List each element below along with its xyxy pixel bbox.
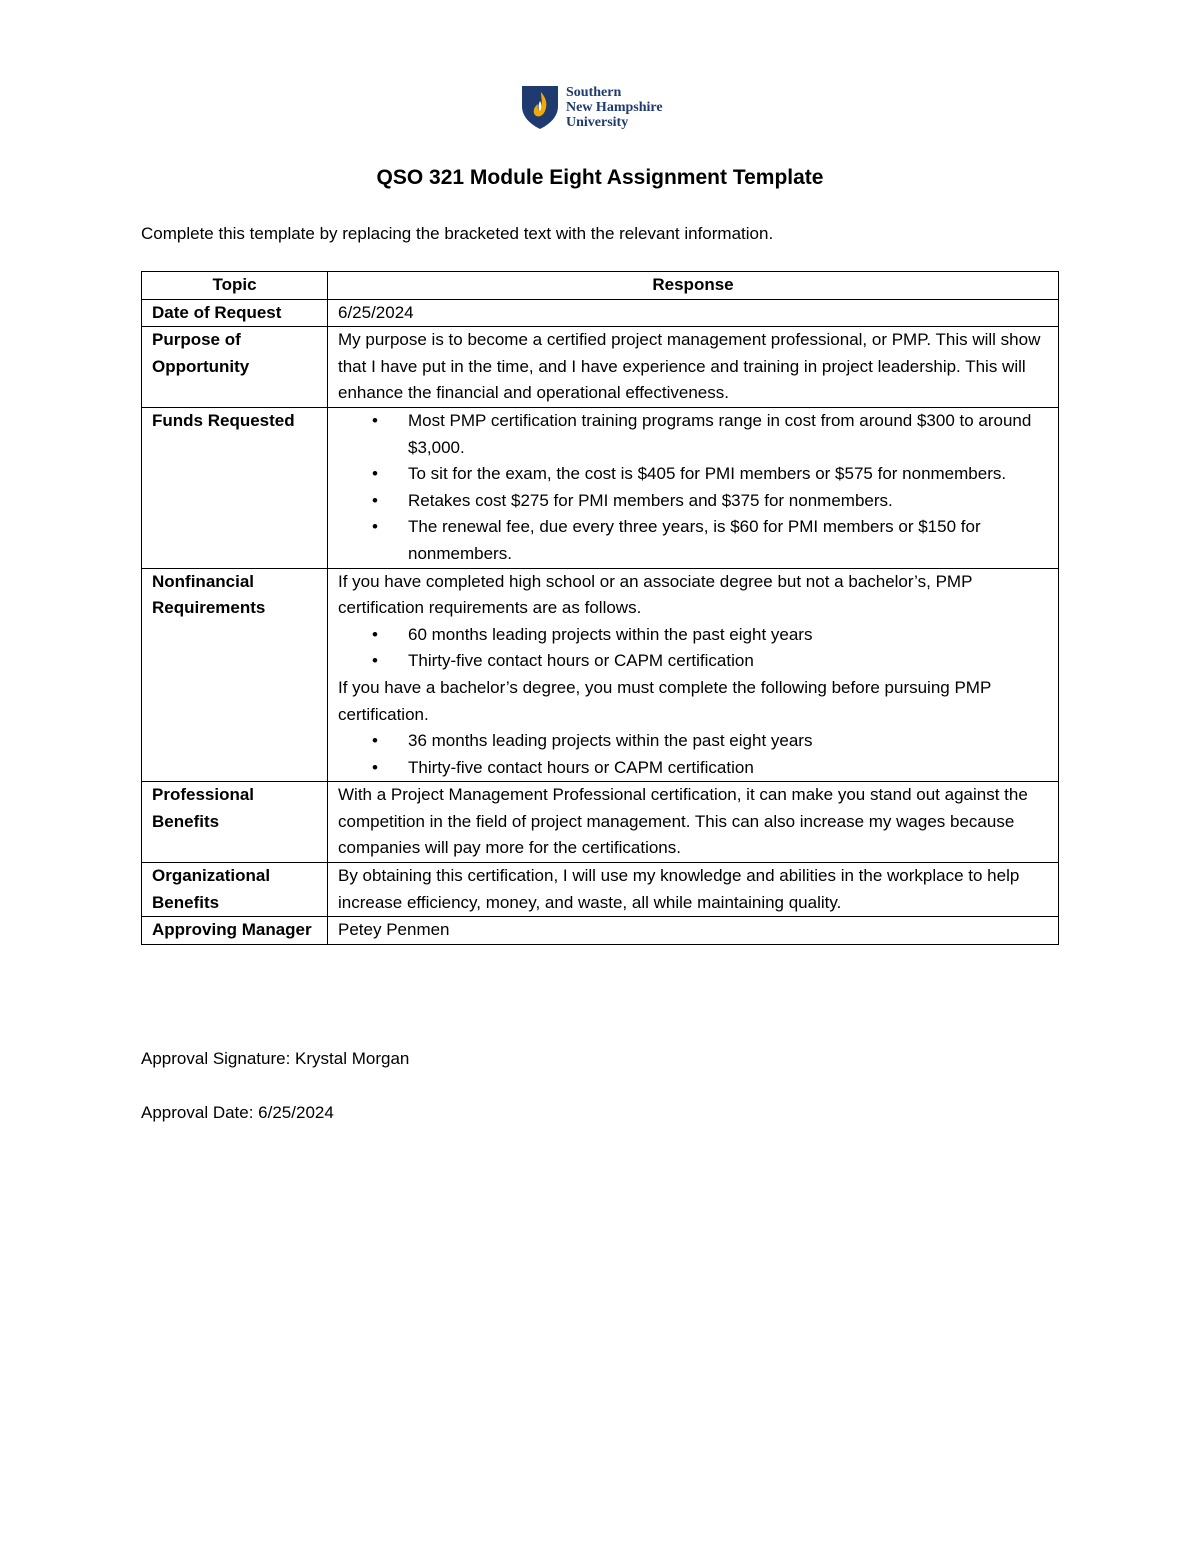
instructions-text: Complete this template by replacing the bracketed text with the relevant information. xyxy=(141,224,774,243)
topic-professional: Professional Benefits xyxy=(142,782,328,863)
topic-nonfinancial: Nonfinancial Requirements xyxy=(142,568,328,782)
table-row xyxy=(142,407,1059,568)
university-logo xyxy=(520,84,663,130)
logo-line: New Hampshire xyxy=(566,99,663,115)
table-row xyxy=(142,863,1059,917)
topic-organizational: Organizational Benefits xyxy=(142,863,328,917)
bullet-icon: • xyxy=(372,517,378,537)
nonfinancial-intro-2: If you have a bachelor’s degree, you must complete the following before pursuing PMP certification. xyxy=(338,677,991,724)
table-header-row xyxy=(142,272,1059,300)
response-funds xyxy=(328,407,1059,568)
table-row xyxy=(142,917,1059,945)
nonfinancial-intro-1: If you have completed high school or an associate degree but not a bachelor’s, PMP certification requirements are as follows. xyxy=(338,571,973,618)
response-date: 6/25/2024 xyxy=(328,299,1059,327)
bullet-icon: • xyxy=(372,757,378,777)
funds-list xyxy=(338,408,1048,568)
approval-signature: Approval Signature: Krystal Morgan xyxy=(141,1049,410,1068)
table-row xyxy=(142,568,1059,782)
list-item: • 60 months leading projects within the past eight years xyxy=(338,622,1048,649)
bullet-icon: • xyxy=(372,464,378,484)
bullet-icon: • xyxy=(372,490,378,510)
response-manager: Petey Penmen xyxy=(328,917,1059,945)
header-topic: Topic xyxy=(142,272,328,300)
list-item: • 36 months leading projects within the past eight years xyxy=(338,728,1048,755)
logo-line: Southern xyxy=(566,84,622,100)
bullet-icon: • xyxy=(372,410,378,430)
topic-funds: Funds Requested xyxy=(142,407,328,568)
list-item: • Retakes cost $275 for PMI members and $375 for nonmembers. xyxy=(338,488,1048,515)
list-item: • Thirty-five contact hours or CAPM certification xyxy=(338,755,1048,782)
approval-date: Approval Date: 6/25/2024 xyxy=(141,1103,334,1122)
nonfinancial-list-1 xyxy=(338,622,1048,675)
shield-flame-icon xyxy=(520,84,560,130)
topic-date: Date of Request xyxy=(142,299,328,327)
table-row xyxy=(142,299,1059,327)
list-item: • Most PMP certification training programs range in cost from around $300 to around $3,000. xyxy=(338,408,1048,461)
list-item: • To sit for the exam, the cost is $405 for PMI members or $575 for nonmembers. xyxy=(338,461,1048,488)
topic-manager: Approving Manager xyxy=(142,917,328,945)
request-table xyxy=(141,271,1059,945)
response-purpose: My purpose is to become a certified project management professional, or PMP. This will show that I have put in the time, and I have experience and training in project leadership. This will enhance the financial and operational effectiveness. xyxy=(328,327,1059,408)
bullet-icon: • xyxy=(372,624,378,644)
document-title: QSO 321 Module Eight Assignment Template xyxy=(376,166,824,189)
bullet-icon: • xyxy=(372,731,378,751)
logo-line: University xyxy=(566,114,629,130)
response-professional: With a Project Management Professional certification, it can make you stand out against the competition in the field of project management. This can also increase my wages because companies will pay more for the certifications. xyxy=(328,782,1059,863)
table-row xyxy=(142,782,1059,863)
topic-purpose: Purpose of Opportunity xyxy=(142,327,328,408)
list-item: • The renewal fee, due every three years, is $60 for PMI members or $150 for nonmembers. xyxy=(338,514,1048,567)
bullet-icon: • xyxy=(372,651,378,671)
logo-wordmark xyxy=(566,85,663,130)
table-row xyxy=(142,327,1059,408)
header-response: Response xyxy=(328,272,1059,300)
nonfinancial-list-2 xyxy=(338,728,1048,781)
list-item: • Thirty-five contact hours or CAPM certification xyxy=(338,648,1048,675)
response-nonfinancial xyxy=(328,568,1059,782)
response-organizational: By obtaining this certification, I will use my knowledge and abilities in the workplace to help increase efficiency, money, and waste, all while maintaining quality. xyxy=(328,863,1059,917)
